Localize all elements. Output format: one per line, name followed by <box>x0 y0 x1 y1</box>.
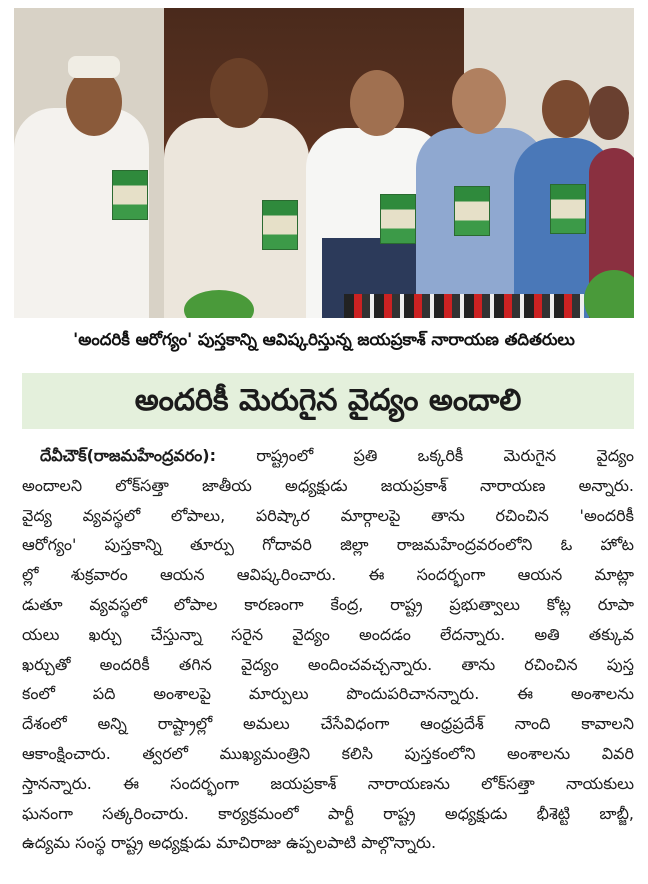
article-body <box>22 441 634 858</box>
article-line: దేశంలో అన్ని రాష్ట్రాల్లో అమలు చేసేవిధంగా ఆంధ్రప్రదేశ్ నాంది కావాలని <box>22 714 634 734</box>
book-cover <box>550 184 586 234</box>
article-line: ఆకాంక్షించారు. త్వరలో ముఖ్యమంత్రిని కలిసి పుస్తకంలోని అంశాలను వివరి <box>22 743 634 763</box>
article-line: స్తానన్నారు. ఈ సందర్భంగా జయప్రకాశ్ నారాయణను లోక్‌సత్తా నాయకులు <box>22 773 634 793</box>
book-cover <box>454 186 490 236</box>
microphones <box>344 294 584 318</box>
photo-caption: 'అందరికీ ఆరోగ్యం' పుస్తకాన్ని ఆవిష్కరిస్తున్న జయప్రకాశ్ నారాయణ తదితరులు <box>73 330 575 349</box>
book-cover <box>112 170 148 220</box>
article-line: ల్లో శుక్రవారం ఆయన ఆవిష్కరించారు. ఈ సందర్భంగా ఆయన మాట్లా <box>22 565 634 585</box>
article-line-text: రాష్ట్రంలో ప్రతి ఒక్కరికీ మెరుగైన వైద్యం <box>216 446 634 465</box>
article-line: యలు ఖర్చు చేస్తున్నా సరైన వైద్యం అందడం లేదన్నారు. అతి తక్కువ <box>22 624 634 644</box>
article-line: వైద్య వ్యవస్థలో లోపాలు, పరిష్కార మార్గాలపై తాను రచించిన 'అందరికీ <box>22 505 634 525</box>
article-line: ఘనంగా సత్కరించారు. కార్యక్రమంలో పార్టీ రాష్ట్ర అధ్యక్షుడు భీశెట్టి బాబ్జీ, <box>22 803 634 823</box>
dateline: దేవీచౌక్(రాజమహేంద్రవరం): <box>40 446 216 465</box>
headline-box <box>22 373 634 429</box>
book-cover <box>380 194 416 244</box>
article-line: ఆరోగ్యం' పుస్తకాన్ని తూర్పు గోదావరి జిల్లా రాజమహేంద్రవరంలోని ఓ హోట <box>22 535 634 555</box>
headline: అందరికీ మెరుగైన వైద్యం అందాలి <box>134 383 522 418</box>
article-line: కంలో పది అంశాలపై మార్పులు పొందుపరిచానన్నారు. ఈ అంశాలను <box>22 684 634 704</box>
article-line <box>22 441 634 471</box>
book-cover <box>262 200 298 250</box>
article-line: ఖర్చుతో అందరికీ తగిన వైద్యం అందించవచ్చన్నారు. తాను రచించిన పుస్త <box>22 654 634 674</box>
article-line: ఉద్యమ సంస్థ రాష్ట్ర అధ్యక్షుడు మాచిరాజు ఉప్పలపాటి పాల్గొన్నారు. <box>22 833 437 853</box>
article-line: డుతూ వ్యవస్థలో లోపాల కారణంగా కేంద్ర, రాష్ట్ర ప్రభుత్వాలు కోట్ల రూపా <box>22 594 634 614</box>
article-line: అందాలని లోక్‌సత్తా జాతీయ అధ్యక్షుడు జయప్రకాశ్ నారాయణ అన్నారు. <box>22 475 634 495</box>
news-photo <box>14 8 634 318</box>
